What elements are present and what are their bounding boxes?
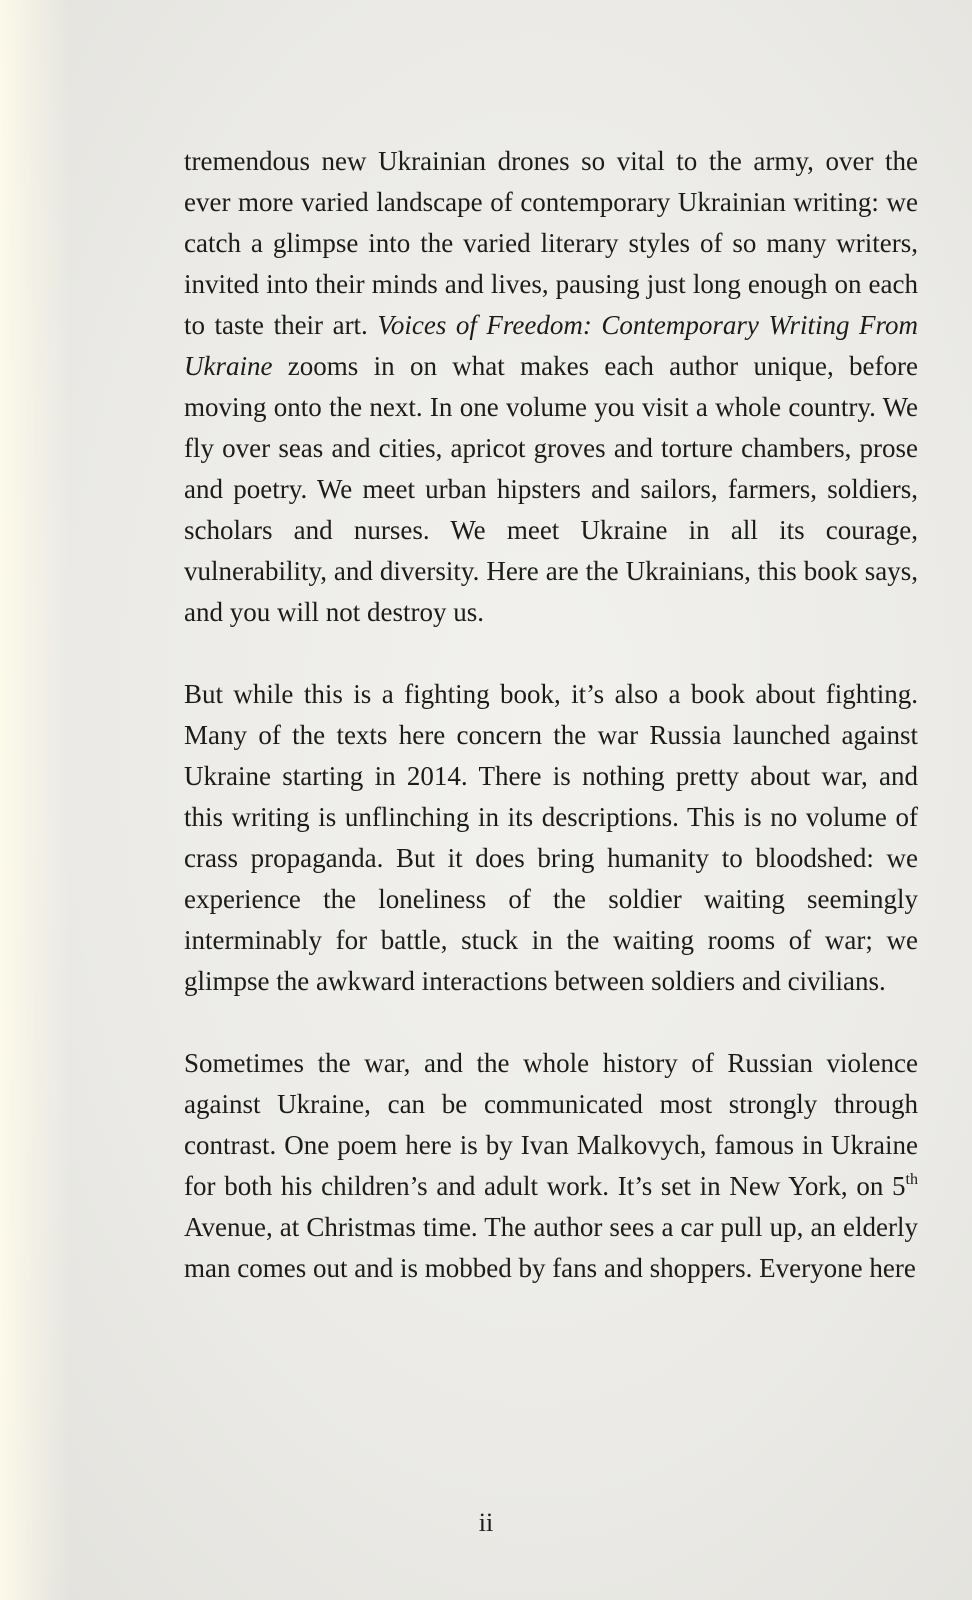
paragraph-3-text-end: Avenue, at Christmas time. The author sees a car pull up, an elderly man comes out and is mobbed by fans and shoppers. Everyone here [184, 1212, 918, 1283]
body-text [184, 141, 918, 1289]
paragraph-3-text-start: Sometimes the war, and the whole history of Russian violence against Ukraine, can be communicated most strongly through contrast. One poem here is by Ivan Malkovych, famous in Ukraine for both his children’s and adult work. It’s set in New York, on 5 [184, 1048, 918, 1201]
paragraph-1 [184, 141, 918, 633]
page-number: ii [478, 1508, 494, 1537]
paragraph-1-text-start: tremendous new Ukrainian drones so vital to the army, over the ever more varied landscape of contemporary Ukrainian writing: we catch a glimpse into the varied literary styles of so many writers, invited into their minds and lives, pausing just long enough on each to taste their art. [184, 146, 918, 340]
book-title: Voices of Freedom: Contemporary Writing From Ukraine [184, 310, 919, 381]
ordinal-suffix: th [905, 1171, 918, 1188]
paragraph-2: But while this is a fighting book, it’s also a book about fighting. Many of the texts here concern the war Russia launched against Ukraine starting in 2014. There is nothing pretty about war, and this writing is unflinching in its descriptions. This is no volume of crass propaganda. But it does bring humanity to bloodshed: we experience the loneliness of the soldier waiting seemingly interminably for battle, stuck in the waiting rooms of war; we glimpse the awkward interactions between soldiers and civilians. [184, 679, 918, 996]
paragraph-1-text-end: zooms in on what makes each author unique, before moving onto the next. In one volume you visit a whole country. We fly over seas and cities, apricot groves and torture chambers, prose and poetry. We meet urban hipsters and sailors, farmers, soldiers, scholars and nurses. We meet Ukraine in all its courage, vulnerability, and diversity. Here are the Ukrainians, this book says, and you will not destroy us. [184, 351, 918, 627]
paragraph-3 [184, 1043, 918, 1289]
